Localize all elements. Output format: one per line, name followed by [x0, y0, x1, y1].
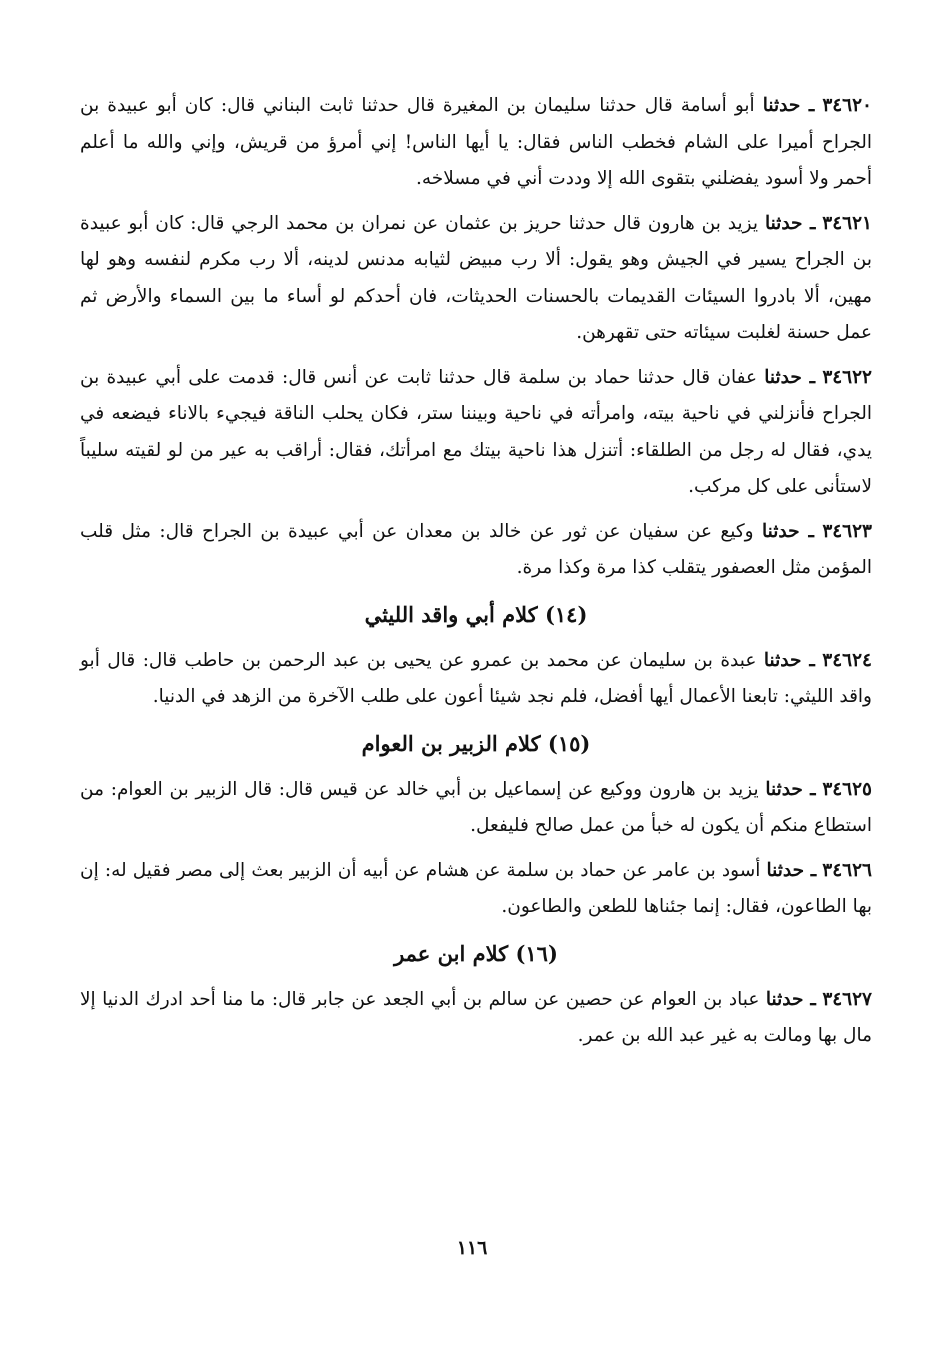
hadith-text: عبدة بن سليمان عن محمد بن عمرو عن يحيى بن عبد الرحمن بن حاطب قال: قال أبو واقد الليثي: تابعنا الأعمال أيها أفضل، فلم نجد شيئا أعون على طلب الآخرة من الزهد في الدنيا. [80, 649, 872, 707]
hadith-34620: ٣٤٦٢٠ ـ حدثنا أبو أسامة قال حدثنا سليمان بن المغيرة قال حدثنا ثابت البناني قال: كان أبو عبيدة بن الجراح أميرا على الشام فخطب الناس فقال: يا أيها الناس! إني أمرؤ من قريش، وإني والله ما أعلم أحمر ولا أسود يفضلني بتقوى الله إلا وددت أني في مسلاخه. [80, 95, 872, 189]
hadith-34627: ٣٤٦٢٧ ـ حدثنا عباد بن العوام عن حصين عن سالم بن أبي الجعد عن جابر قال: ما منا أحد ادرك الدنيا إلا مال بها ومالت به غير عبد الله بن عمر. [80, 988, 872, 1046]
section-heading: (١٤) كلام أبي واقد الليثي [364, 601, 588, 627]
hadith-number: ٣٤٦٢٤ [822, 649, 872, 671]
hadith-number: ٣٤٦٢٠ [822, 95, 872, 116]
hadith-lead: حدثنا [763, 649, 802, 671]
hadith-number: ٣٤٦٢٥ [822, 778, 872, 800]
hadith-34626: ٣٤٦٢٦ ـ حدثنا أسود بن عامر عن حماد بن سلمة عن هشام عن أبيه أن الزبير بعث إلى مصر فقيل له: إن بها الطاعون، فقال: إنما جئناها للطعن والطاعون. [80, 859, 872, 917]
hadith-text: أبو أسامة قال حدثنا سليمان بن المغيرة قال حدثنا ثابت البناني قال: كان أبو عبيدة بن الجراح أميرا على الشام فخطب الناس فقال: يا أيها الناس! إني أمرؤ من قريش، وإني والله ما أعلم أحمر ولا أسود يفضلني بتقوى الله إلا وددت أني في مسلاخه. [80, 95, 872, 189]
hadith-text: عباد بن العوام عن حصين عن سالم بن أبي الجعد عن جابر قال: ما منا أحد ادرك الدنيا إلا مال بها ومالت به غير عبد الله بن عمر. [80, 988, 872, 1046]
hadith-34621: ٣٤٦٢١ ـ حدثنا يزيد بن هارون قال حدثنا حريز بن عثمان عن نمران بن محمد الرجي قال: كان أبو عبيدة بن الجراح يسير في الجيش وهو يقول: ألا رب مبيض لثيابه مدنس لدينه، ألا رب مكرم لنفسه وهو لها مهين، ألا بادروا السيئات القديمات بالحسنات الحديثات، فان أحدكم لو أساء ما بين السماء والأرض ثم عمل حسنة لغلبت سيئاته حتى تقهرهن. [80, 212, 872, 343]
hadith-text: يزيد بن هارون ووكيع عن إسماعيل بن أبي خالد عن قيس قال: قال الزبير بن العوام: من استطاع منكم أن يكون له خبأ من عمل صالح فليفعل. [80, 778, 872, 836]
hadith-lead: حدثنا [764, 212, 803, 234]
hadith-lead: حدثنا [764, 366, 802, 388]
page-number: ١١٦ [456, 1237, 488, 1259]
hadith-lead: حدثنا [762, 95, 801, 116]
hadith-text: وكيع عن سفيان عن ثور عن خالد بن معدان عن أبي عبيدة بن الجراح قال: مثل قلب المؤمن مثل العصفور يتقلب كذا مرة وكذا مرة. [80, 520, 872, 578]
hadith-number: ٣٤٦٢١ [822, 212, 872, 234]
hadith-lead: حدثنا [765, 778, 803, 800]
hadith-34622: ٣٤٦٢٢ ـ حدثنا عفان قال حدثنا حماد بن سلمة قال حدثنا ثابت عن أنس قال: قدمت على أبي عبيدة بن الجراح فأنزلني في ناحية بيته، وامرأته في ناحية وبيننا ستر، فكان يحلب الناقة فيجيء بالاناء فيضعه في يدي، فقال له رجل من الطلقاء: أتنزل هذا ناحية بيتك مع امرأتك، فقال: أراقب به عير من لو لقيته سليباً لاستأنى على كل مركب. [80, 366, 872, 497]
section-heading: (١٦) كلام ابن عمر [394, 940, 558, 966]
hadith-text: أسود بن عامر عن حماد بن سلمة عن هشام عن أبيه أن الزبير بعث إلى مصر فقيل له: إن بها الطاعون، فقال: إنما جئناها للطعن والطاعون. [80, 859, 872, 917]
hadith-number: ٣٤٦٢٦ [822, 859, 872, 881]
hadith-lead: حدثنا [762, 520, 800, 542]
hadith-34623: ٣٤٦٢٣ ـ حدثنا وكيع عن سفيان عن ثور عن خالد بن معدان عن أبي عبيدة بن الجراح قال: مثل قلب المؤمن مثل العصفور يتقلب كذا مرة وكذا مرة. [80, 520, 872, 578]
hadith-34624: ٣٤٦٢٤ ـ حدثنا عبدة بن سليمان عن محمد بن عمرو عن يحيى بن عبد الرحمن بن حاطب قال: قال أبو واقد الليثي: تابعنا الأعمال أيها أفضل، فلم نجد شيئا أعون على طلب الآخرة من الزهد في الدنيا. [80, 649, 872, 707]
hadith-number: ٣٤٦٢٣ [822, 520, 872, 542]
hadith-text: يزيد بن هارون قال حدثنا حريز بن عثمان عن نمران بن محمد الرجي قال: كان أبو عبيدة بن الجراح يسير في الجيش وهو يقول: ألا رب مبيض لثيابه مدنس لدينه، ألا رب مكرم لنفسه وهو لها مهين، ألا بادروا السيئات القديمات بالحسنات الحديثات، فان أحدكم لو أساء ما بين السماء والأرض ثم عمل حسنة لغلبت سيئاته حتى تقهرهن. [80, 212, 872, 343]
hadith-34625: ٣٤٦٢٥ ـ حدثنا يزيد بن هارون ووكيع عن إسماعيل بن أبي خالد عن قيس قال: قال الزبير بن العوام: من استطاع منكم أن يكون له خبأ من عمل صالح فليفعل. [80, 778, 872, 836]
section-heading: (١٥) كلام الزبير بن العوام [361, 730, 591, 756]
hadith-lead: حدثنا [765, 988, 804, 1010]
hadith-number: ٣٤٦٢٧ [822, 988, 872, 1010]
hadith-number: ٣٤٦٢٢ [822, 366, 872, 388]
hadith-lead: حدثنا [766, 859, 805, 881]
hadith-text: عفان قال حدثنا حماد بن سلمة قال حدثنا ثابت عن أنس قال: قدمت على أبي عبيدة بن الجراح فأنزلني في ناحية بيته، وامرأته في ناحية وبيننا ستر، فكان يحلب الناقة فيجيء بالاناء فيضعه في يدي، فقال له رجل من الطلقاء: أتنزل هذا ناحية بيتك مع امرأتك، فقال: أراقب به عير من لو لقيته سليباً لاستأنى على كل مركب. [80, 366, 872, 497]
